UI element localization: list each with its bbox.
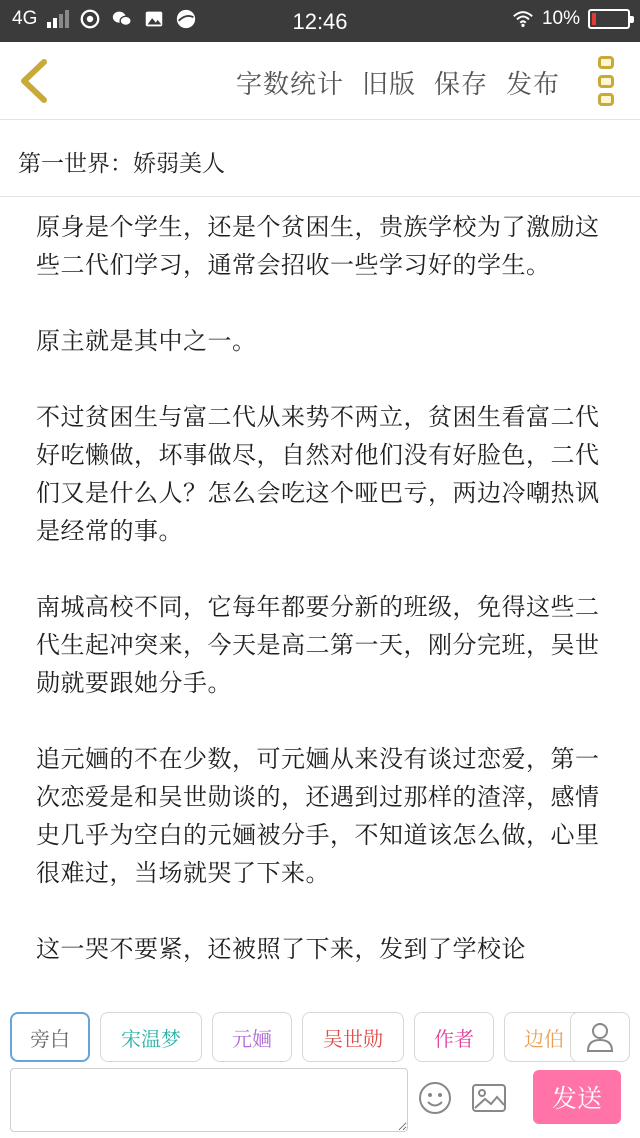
status-right [512, 8, 630, 30]
paragraph: 追元婳的不在少数，可元婳从来没有谈过恋爱，第一次恋爱是和吴世勋谈的，还遇到过那样的渣滓，感情史几乎为空白的元婳被分手，不知道该怎么做，心里很难过，当场就哭了下来。 [36, 745, 600, 887]
message-input[interactable] [10, 1068, 408, 1132]
role-chip-yuan-hua[interactable] [212, 1012, 292, 1062]
user-button[interactable] [570, 1012, 630, 1062]
paragraph: 不过贫困生与富二代从来势不两立，贫困生看富二代好吃懒做，坏事做尽，自然对他们没有好脸色，二代们又是什么人？怎么会吃这个哑巴亏，两边冷嘲热讽是经常的事。 [36, 403, 600, 545]
role-chip-author[interactable] [414, 1012, 494, 1062]
story-content[interactable] [0, 198, 640, 988]
battery-level [592, 13, 596, 25]
battery-percent: 10% [541, 8, 580, 29]
battery-icon [588, 9, 630, 29]
network-type: 4G [12, 8, 38, 29]
role-chip-label: 旁白 [30, 1026, 70, 1051]
old-version-button[interactable]: 旧版 [361, 70, 416, 100]
user-icon [585, 1021, 615, 1053]
status-bar [0, 0, 640, 42]
chevron-left-icon[interactable] [14, 56, 54, 106]
role-chip-song-wenmeng[interactable] [100, 1012, 202, 1062]
input-bar [0, 1064, 640, 1138]
role-chip-label: 吴世勋 [323, 1026, 383, 1051]
role-chip-label: 元婳 [232, 1026, 272, 1051]
word-count-button[interactable]: 字数统计 [235, 70, 344, 100]
role-selector [0, 1000, 640, 1060]
wifi-icon [512, 8, 534, 30]
send-button[interactable]: 发送 [533, 1070, 621, 1124]
status-time: 12:46 [292, 9, 348, 34]
paragraph: 南城高校不同，它每年都要分新的班级，免得这些二代生起冲突来，今天是高二第一天，刚分完班，吴世勋就要跟她分手。 [36, 593, 600, 697]
paragraph: 这一哭不要紧，还被照了下来，发到了学校论 [36, 935, 526, 963]
role-chip-label: 边伯 [524, 1026, 564, 1051]
emoji-icon[interactable] [418, 1081, 452, 1115]
app-header [0, 42, 640, 120]
chapter-title[interactable]: 第一世界：娇弱美人 [18, 151, 225, 177]
role-chip-label: 作者 [434, 1026, 474, 1051]
image-icon[interactable] [471, 1082, 507, 1114]
paragraph: 原主就是其中之一。 [36, 327, 257, 355]
publish-button[interactable]: 发布 [505, 70, 560, 100]
role-chip-narrator[interactable] [10, 1012, 90, 1062]
header-actions [236, 64, 560, 101]
role-chip-wu-shixun[interactable] [302, 1012, 404, 1062]
save-button[interactable]: 保存 [433, 70, 488, 100]
role-chip-label: 宋温梦 [121, 1026, 181, 1051]
paragraph: 原身是个学生，还是个贫困生，贵族学校为了激励这些二代们学习，通常会招收一些学习好的学生。 [36, 213, 600, 279]
more-vertical-icon[interactable] [598, 56, 616, 106]
chapter-header [0, 121, 640, 197]
